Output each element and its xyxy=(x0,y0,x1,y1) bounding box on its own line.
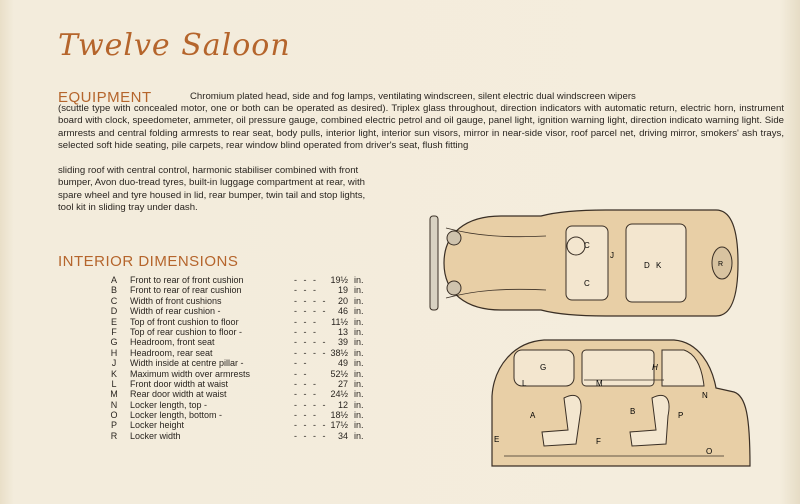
dimension-label: Locker length, bottom - xyxy=(130,410,223,421)
dimension-value: 38½ xyxy=(330,347,348,358)
diagram-label-c1: C xyxy=(584,241,590,250)
dimension-label: Locker height xyxy=(130,420,185,431)
diagram-label-c2: C xyxy=(584,279,590,288)
dimension-value: 34 xyxy=(337,430,348,441)
dimension-label: Width of front cushions xyxy=(130,295,222,306)
dimension-value: 18½ xyxy=(330,410,348,421)
dimension-unit: in. xyxy=(354,430,364,441)
dimension-letter: L xyxy=(111,378,117,389)
dimension-letter: K xyxy=(110,368,117,379)
dimension-unit: in. xyxy=(354,358,364,369)
diagram-label-f: F xyxy=(596,437,601,446)
dimension-letter: E xyxy=(110,316,117,327)
page-title: Twelve Saloon xyxy=(58,28,291,63)
dimension-dashes: - - - xyxy=(294,316,318,327)
diagram-label-n: N xyxy=(702,391,708,400)
dimension-unit: in. xyxy=(354,316,364,327)
dimension-dashes: - - - - xyxy=(294,399,328,410)
dimension-letter: R xyxy=(110,430,118,441)
dimension-dashes: - - - xyxy=(294,389,318,400)
equipment-text-body: (scuttle type with concealed motor, one or both can be operated as desired). Triplex glass throughout, direction indicators with automatic return, electric horn, instrument board with clock, speedometer, ammeter, oil pressure gauge, combined electric petrol and oil gauge, panel light, ignition warning light, direction indicato warning light. Side armrests and central folding armrests to rear seat, body pulls, interior light, interior sun visors, mirror in near-side visor, roof parcel net, driving mirror, smokers' ash trays, selected soft hide seating, pile carpets, rear window blind operated from driver's seat, flush fitting xyxy=(58,103,784,152)
dimension-unit: in. xyxy=(354,378,364,389)
dimension-dashes: - - - xyxy=(294,378,318,389)
diagram-label-a: A xyxy=(530,411,536,420)
diagram-label-h: H xyxy=(652,363,658,372)
diagram-label-o: O xyxy=(706,447,713,456)
dimension-dashes: - - - - xyxy=(294,295,328,306)
dimension-label: Locker width xyxy=(130,430,181,441)
dimension-dashes: - - - xyxy=(294,275,318,285)
diagram-label-m: M xyxy=(596,379,603,388)
dimension-letter: C xyxy=(110,295,118,306)
dimension-unit: in. xyxy=(354,337,364,348)
dimension-value: 12 xyxy=(337,399,348,410)
dimension-unit: in. xyxy=(354,306,364,317)
interior-dimensions-heading: INTERIOR DIMENSIONS xyxy=(58,253,239,270)
dimension-letter: H xyxy=(110,347,118,358)
dimension-value: 49 xyxy=(337,358,348,369)
dimension-value: 17½ xyxy=(330,420,348,431)
dimension-unit: in. xyxy=(354,326,364,337)
dimension-letter: O xyxy=(110,410,118,421)
equipment-text-first-line: Chromium plated head, side and fog lamps, ventilating windscreen, silent electric dual windscreen wipers xyxy=(190,91,636,102)
dimension-label: Front to rear of rear cushion xyxy=(130,285,242,296)
dimension-value: 13 xyxy=(337,326,348,337)
dimension-dashes: - - xyxy=(294,368,309,379)
dimension-unit: in. xyxy=(354,410,364,421)
dimension-dashes: - - - - xyxy=(294,420,328,431)
dimension-value: 11½ xyxy=(331,316,348,327)
dimension-value: 24½ xyxy=(330,389,348,400)
dimension-letter: B xyxy=(110,285,117,296)
dimension-label: Front to rear of front cushion xyxy=(130,275,244,285)
dimension-unit: in. xyxy=(354,399,364,410)
dimension-value: 46 xyxy=(337,306,348,317)
diagram-label-b: B xyxy=(630,407,636,416)
dimension-letter: F xyxy=(111,326,117,337)
dimension-value: 19½ xyxy=(330,275,348,285)
rear-window xyxy=(582,350,654,386)
front-seat xyxy=(566,226,608,300)
diagram-label-e: E xyxy=(494,435,500,444)
dimension-dashes: - - - - xyxy=(294,430,328,441)
dimension-dashes: - - - - xyxy=(294,306,328,317)
dimension-label: Maximum width over armrests xyxy=(130,368,251,379)
dimension-value: 20 xyxy=(337,295,348,306)
dimension-label: Top of rear cushion to floor - xyxy=(130,326,243,337)
dimension-unit: in. xyxy=(354,368,364,379)
dimension-dashes: - - - - xyxy=(294,347,328,358)
dimension-label: Headroom, front seat xyxy=(130,337,215,348)
dimension-value: 39 xyxy=(337,337,348,348)
diagram-label-j: J xyxy=(610,251,614,260)
dimension-unit: in. xyxy=(354,285,364,296)
dimension-letter: D xyxy=(110,306,118,317)
dimension-value: 27 xyxy=(337,378,348,389)
equipment-text-narrow: sliding roof with central control, harmonic stabiliser combined with front bumper, Avon duo-tread tyres, built-in luggage compartment at rear, with spare wheel and tyre housed in lid, rear bumper, twin tail and stop lights, tool kit in sliding tray under dash. xyxy=(58,165,366,214)
car-top-view-diagram xyxy=(426,208,746,318)
diagram-label-k: K xyxy=(656,261,662,270)
dimension-dashes: - - - - xyxy=(294,337,328,348)
dimension-letter: M xyxy=(110,389,118,400)
dimension-label: Locker length, top - xyxy=(130,399,208,410)
dimension-value: 52½ xyxy=(330,368,348,379)
dimension-unit: in. xyxy=(354,389,364,400)
dimension-dashes: - - - xyxy=(294,326,318,337)
dimension-label: Headroom, rear seat xyxy=(130,347,213,358)
front-bumper xyxy=(430,216,438,310)
dimension-letter: N xyxy=(110,399,118,410)
diagram-label-p: P xyxy=(678,411,684,420)
dimension-dashes: - - - xyxy=(294,285,318,296)
dimension-dashes: - - xyxy=(294,358,309,369)
diagram-label-r: R xyxy=(718,261,724,268)
dimension-letter: A xyxy=(110,275,117,285)
dimension-unit: in. xyxy=(354,295,364,306)
dimension-label: Front door width at waist xyxy=(130,378,229,389)
dimension-letter: P xyxy=(110,420,117,431)
diagram-label-g: G xyxy=(540,363,547,372)
dimension-label: Width inside at centre pillar - xyxy=(130,358,244,369)
diagram-label-l: L xyxy=(522,379,527,388)
dimension-value: 19 xyxy=(337,285,348,296)
dimension-letter: G xyxy=(110,337,118,348)
diagram-label-d: D xyxy=(644,261,650,270)
dimension-unit: in. xyxy=(354,420,364,431)
car-side-view-diagram xyxy=(484,336,754,471)
dimension-unit: in. xyxy=(354,347,364,358)
dimension-dashes: - - - xyxy=(294,410,318,421)
dimension-label: Rear door width at waist xyxy=(130,389,227,400)
dimension-letter: J xyxy=(111,358,117,369)
dimension-label: Top of front cushion to floor xyxy=(130,316,239,327)
dimension-label: Width of rear cushion - xyxy=(130,306,221,317)
equipment-heading: EQUIPMENT xyxy=(58,89,152,106)
dimension-unit: in. xyxy=(354,275,364,285)
